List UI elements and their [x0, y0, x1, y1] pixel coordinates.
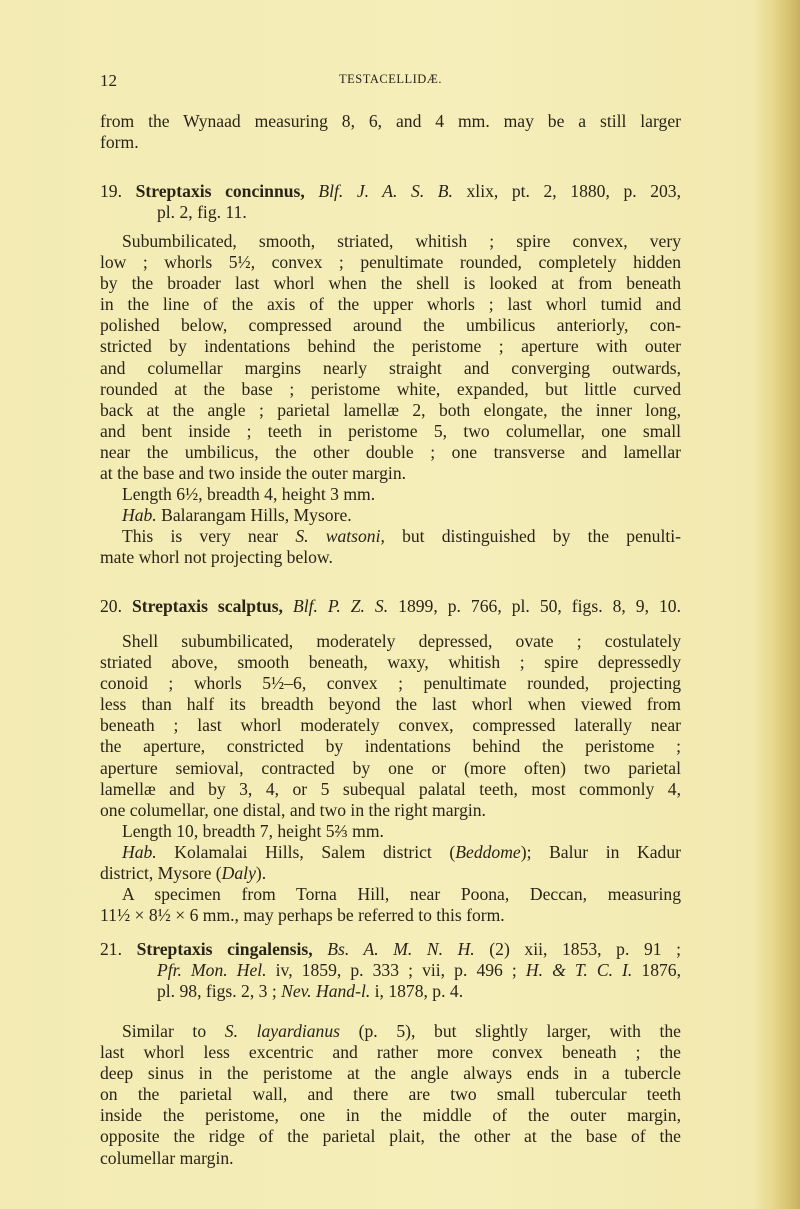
text-line — [100, 526, 681, 547]
italic-text: Daly — [221, 863, 256, 884]
text-line — [100, 652, 681, 673]
text-run: low ; whorls 5½, convex ; penultimate rounded, completely hidden — [100, 252, 681, 273]
text-run: the aperture, constricted by indentations behind the peristome ; — [100, 736, 681, 757]
text-run: near the umbilicus, the other double ; one transverse and lamellar — [100, 441, 681, 462]
text-line — [100, 231, 681, 252]
text-run: aperture semioval, contracted by one or (more often) two parietal — [100, 757, 681, 778]
text-line — [100, 980, 681, 1001]
text-run: Kolamalai Hills, Salem district ( — [156, 841, 456, 862]
text-run: Subumbilicated, smooth, striated, whitish ; spire convex, very — [122, 231, 681, 251]
text-run: but distinguished by the penulti- — [384, 526, 681, 547]
text-run: A specimen from Torna Hill, near Poona, Deccan, measuring — [122, 884, 681, 905]
species-19-heading — [100, 181, 681, 223]
italic-text: Pfr. Mon. Hel. — [157, 960, 267, 981]
text-line — [100, 673, 681, 694]
species-20-description — [100, 631, 681, 926]
text-line — [100, 400, 681, 421]
text-line — [100, 1105, 681, 1126]
species-20-heading — [100, 596, 681, 617]
text-run: Shell subumbilicated, moderately depressed, ovate ; costulately — [122, 631, 681, 651]
text-line — [100, 1063, 681, 1084]
text-line — [100, 736, 681, 757]
text-line — [100, 379, 681, 400]
species-19-description — [100, 231, 681, 569]
text-line — [100, 905, 681, 926]
text-run: by the broader last whorl when the shell is looked at from beneath — [100, 273, 681, 294]
species-name: Streptaxis cingalensis, — [136, 939, 313, 959]
text-line — [100, 252, 681, 273]
text-run: Balarangam Hills, Mysore. — [156, 505, 352, 526]
text-run: 20. — [100, 596, 132, 616]
text-run: in the line of the axis of the upper whorls ; last whorl tumid and — [100, 294, 681, 315]
text-run: ); Balur in Kadur — [520, 841, 681, 862]
text-run: i, 1878, p. 4. — [370, 981, 464, 1002]
text-run: at the base and two inside the outer margin. — [100, 463, 407, 484]
text-run: iv, 1859, p. 333 ; vii, p. 496 ; — [266, 960, 526, 981]
text-run: pl. 98, figs. 2, 3 ; — [157, 981, 282, 1002]
text-line — [100, 779, 681, 800]
text-run: 1899, p. 766, pl. 50, figs. 8, 9, 10. — [388, 596, 681, 616]
text-line — [100, 442, 681, 463]
text-run: beneath ; last whorl moderately convex, compressed laterally near — [100, 715, 681, 736]
text-run: deep sinus in the peristome at the angle always ends in a tubercle — [100, 1063, 681, 1084]
text-line — [100, 800, 681, 821]
text-line — [100, 358, 681, 379]
text-run: form. — [100, 132, 139, 153]
text-run: striated above, smooth beneath, waxy, whitish ; spire depressedly — [100, 652, 681, 673]
text-run: lamellæ and by 3, 4, or 5 subequal palatal teeth, most commonly 4, — [100, 778, 681, 799]
text-run: Length 10, breadth 7, height 5⅔ mm. — [122, 820, 384, 841]
species-name: Streptaxis concinnus, — [135, 181, 305, 201]
species-21-heading — [100, 938, 681, 1001]
text-run: This is very near — [122, 526, 296, 547]
text-run: (p. 5), but slightly larger, with the — [340, 1021, 681, 1041]
text-line — [100, 959, 681, 980]
text-line — [100, 631, 681, 652]
text-run: inside the peristome, one in the middle of the outer margin, — [100, 1105, 681, 1126]
text-run: on the parietal wall, and there are two small tubercular teeth — [100, 1084, 681, 1105]
text-run: rounded at the base ; peristome white, expanded, but little curved — [100, 378, 681, 399]
text-line — [100, 1042, 681, 1063]
text-run: 19. — [100, 181, 136, 201]
text-run: columellar margin. — [100, 1147, 234, 1168]
text-run: back at the angle ; parietal lamellæ 2, both elongate, the inner long, — [100, 399, 681, 420]
italic-text: Bs. A. M. N. H. — [312, 939, 475, 959]
italic-text: Hab. — [122, 841, 157, 862]
text-run: and columellar margins nearly straight and converging outwards, — [100, 357, 681, 378]
continuation-paragraph — [100, 111, 681, 153]
text-run: and bent inside ; teeth in peristome 5, two columellar, one small — [100, 420, 681, 441]
italic-text: Blf. J. A. S. B. — [304, 181, 453, 201]
text-line — [100, 294, 681, 315]
italic-text: H. & T. C. I. — [525, 960, 633, 981]
text-line — [100, 1148, 681, 1169]
text-line — [100, 463, 681, 484]
text-run: Length 6½, breadth 4, height 3 mm. — [122, 484, 376, 505]
text-line — [100, 715, 681, 736]
text-line — [100, 505, 681, 526]
text-run: (2) xii, 1853, p. 91 ; — [474, 939, 682, 959]
italic-text: Nev. Hand-l. — [281, 981, 371, 1002]
text-line — [100, 758, 681, 779]
page-number: 12 — [100, 71, 117, 90]
text-run: conoid ; whorls 5½–6, convex ; penultimate rounded, projecting — [100, 673, 681, 694]
text-run: from the Wynaad measuring 8, 6, and 4 mm. may be a still larger — [100, 111, 681, 131]
italic-text: Beddome — [455, 841, 521, 862]
text-run: opposite the ridge of the parietal plait, the other at the base of the — [100, 1126, 681, 1147]
text-line — [100, 181, 681, 202]
text-line — [100, 484, 681, 505]
text-line — [100, 336, 681, 357]
running-header — [100, 71, 681, 93]
text-run: stricted by indentations behind the peristome ; aperture with outer — [100, 336, 681, 357]
text-run: pl. 2, fig. 11. — [157, 202, 247, 223]
text-run: 1876, — [632, 960, 682, 981]
text-line — [100, 1084, 681, 1105]
species-21-description — [100, 1021, 681, 1169]
text-line — [100, 273, 681, 294]
text-line — [100, 547, 681, 568]
text-line — [100, 315, 681, 336]
text-run: xlix, pt. 2, 1880, p. 203, — [452, 181, 681, 201]
text-run: polished below, compressed around the umbilicus anteriorly, con- — [100, 315, 681, 336]
italic-text: S. layardianus — [224, 1021, 341, 1041]
text-line — [100, 1126, 681, 1147]
text-run: 21. — [100, 939, 137, 959]
text-run: 11½ × 8½ × 6 mm., may perhaps be referred to this form. — [100, 905, 505, 926]
text-line — [100, 938, 681, 959]
text-line — [100, 202, 681, 223]
text-line — [100, 694, 681, 715]
text-line — [100, 596, 681, 617]
text-run: one columellar, one distal, and two in the right margin. — [100, 799, 486, 820]
species-name: Streptaxis scalptus, — [132, 596, 283, 616]
text-line — [100, 842, 681, 863]
italic-text: Blf. P. Z. S. — [282, 596, 389, 616]
text-run: ). — [255, 863, 267, 884]
text-line — [100, 421, 681, 442]
italic-text: S. watsoni, — [295, 526, 385, 547]
text-run: Similar to — [122, 1021, 225, 1041]
running-title: TESTACELLIDÆ. — [338, 72, 443, 86]
text-line — [100, 111, 681, 132]
italic-text: Hab. — [122, 505, 157, 526]
text-run: mate whorl not projecting below. — [100, 547, 333, 568]
text-line — [100, 132, 681, 153]
text-line — [100, 863, 681, 884]
text-run: less than half its breadth beyond the last whorl when viewed from — [100, 694, 681, 715]
text-line — [100, 884, 681, 905]
text-run: district, Mysore ( — [100, 863, 222, 884]
text-run: last whorl less excentric and rather more convex beneath ; the — [100, 1042, 681, 1063]
text-line — [100, 1021, 681, 1042]
text-line — [100, 821, 681, 842]
